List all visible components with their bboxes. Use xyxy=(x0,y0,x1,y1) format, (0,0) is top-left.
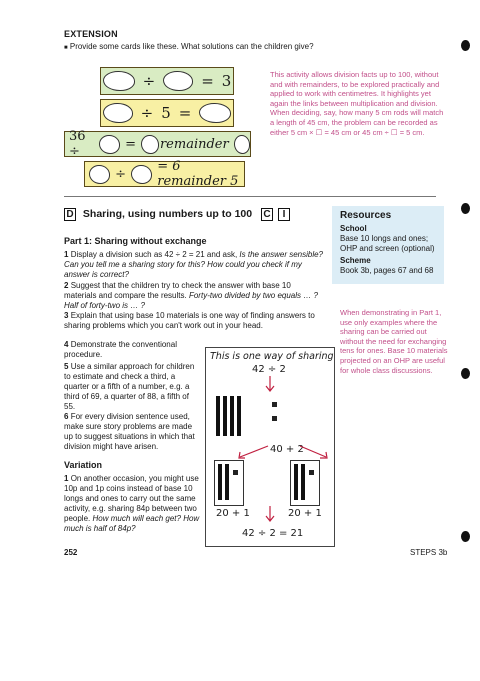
blank-bubble-icon xyxy=(103,71,135,91)
section-letter: D xyxy=(64,208,76,221)
binder-hole-bottom xyxy=(461,531,470,542)
division-card-2: ÷ 5 = xyxy=(100,99,234,127)
arrow-down-icon xyxy=(262,376,278,394)
margin-note-demonstrating: When demonstrating in Part 1, use only examples where the sharing can be carried out without the need for exchanging tens for ones. Base 10 materials projected on an OHP are useful for whole class discussions. xyxy=(340,308,448,375)
sharing-diagram xyxy=(205,347,335,547)
part1-title: Part 1: Sharing without exchange xyxy=(64,236,207,246)
section-heading xyxy=(64,208,290,221)
arrow-down-icon xyxy=(262,506,278,524)
diagram-right-expression: 20 + 1 xyxy=(288,508,322,519)
unit-cube xyxy=(309,470,314,475)
paragraph-5: 5 Use a similar approach for children to estimate and check a third, a quarter or a fifth of a number, e.g. a third of 69, a quarter of 88, a fifth of 55. xyxy=(64,362,195,411)
paragraph-3: 3 Explain that using base 10 materials is one way of finding answers to sharing problems which you can't work out in your head. xyxy=(64,311,315,330)
binder-hole-upper xyxy=(461,203,470,214)
tens-rod xyxy=(301,464,305,500)
paragraph-2: 2 Suggest that the children try to check the answer with base 10 materials and compare the results. Forty-two divided by two equals … ? Half of forty-two is … ? xyxy=(64,281,318,310)
arrow-right-icon xyxy=(298,442,332,460)
resources-school-label: School xyxy=(340,224,367,233)
tens-rod xyxy=(216,396,220,436)
extension-title: EXTENSION xyxy=(64,29,118,39)
bullet-icon: ■ xyxy=(64,45,68,51)
resources-scheme-text: Book 3b, pages 67 and 68 xyxy=(340,266,434,275)
extension-instruction: ■ Provide some cards like these. What solutions can the children give? xyxy=(64,42,314,51)
tens-rod xyxy=(223,396,227,436)
arrow-left-icon xyxy=(236,442,270,460)
paragraph-4: 4 Demonstrate the conventional procedure. xyxy=(64,340,177,359)
diagram-left-expression: 20 + 1 xyxy=(216,508,250,519)
binder-hole-lower xyxy=(461,368,470,379)
unit-cube xyxy=(272,416,277,421)
diagram-bottom-expression: 42 ÷ 2 = 21 xyxy=(242,528,304,539)
blank-bubble-icon xyxy=(99,135,120,154)
binder-hole-top xyxy=(461,40,470,51)
blank-bubble-icon xyxy=(141,135,159,154)
tens-rod xyxy=(237,396,241,436)
blank-bubble-icon xyxy=(103,103,133,123)
blank-bubble-icon xyxy=(163,71,193,91)
resources-school-text: Base 10 longs and ones; OHP and screen (optional) xyxy=(340,234,435,253)
diagram-top-expression: 42 ÷ 2 xyxy=(252,364,286,375)
unit-cube xyxy=(272,402,277,407)
paragraph-6: 6 For every division sentence used, make sure story problems are made up to suggest situations in which that division might have arisen. xyxy=(64,412,195,451)
blank-bubble-icon xyxy=(234,135,250,154)
blank-bubble-icon xyxy=(89,165,110,184)
paragraph-1: 1 Display a division such as 42 ÷ 2 = 21 and ask, Is the answer sensible? Can you tell me a sharing story for this? How could you check if my answer is correct? xyxy=(64,250,324,279)
unit-cube xyxy=(233,470,238,475)
section-divider xyxy=(64,196,436,197)
resources-scheme-label: Scheme xyxy=(340,256,371,265)
section-title: Sharing, using numbers up to 100 xyxy=(82,208,253,220)
tens-rod xyxy=(218,464,222,500)
blank-bubble-icon xyxy=(131,165,152,184)
variation-title: Variation xyxy=(64,460,103,470)
resources-title: Resources xyxy=(340,210,392,221)
division-card-4: ÷ = 6 remainder 5 xyxy=(84,161,245,187)
page-number: 252 xyxy=(64,548,78,557)
book-name: STEPS 3b xyxy=(410,548,448,557)
variation-paragraph: 1 On another occasion, you might use 10p and 1p coins instead of base 10 longs and ones to carry out the same activity, e.g. sharing 84p between two people. How much will each get? How much is half of 84p? xyxy=(64,474,200,533)
blank-bubble-icon xyxy=(199,103,231,123)
tens-rod xyxy=(225,464,229,500)
tens-rod xyxy=(230,396,234,436)
division-card-3: 36 ÷ = remainder xyxy=(64,131,251,157)
diagram-heading: This is one way of sharing xyxy=(210,351,334,362)
margin-note-activity: This activity allows division facts up to 100, without and with remainders, to be explored practically and applied to work with centimetres. It highlights yet again the links between multiplication and division. When deciding, say, how many 5 cm rods will match a length of 45 cm, the problem can be recorded as either 5 cm × ☐ = 45 cm or 45 cm ÷ ☐ = 5 cm. xyxy=(270,70,444,137)
diagram-middle-expression: 40 + 2 xyxy=(270,444,304,455)
badge-c: C xyxy=(261,208,273,221)
badge-i: I xyxy=(278,208,290,221)
division-card-1: ÷ = 3 xyxy=(100,67,234,95)
tens-rod xyxy=(294,464,298,500)
